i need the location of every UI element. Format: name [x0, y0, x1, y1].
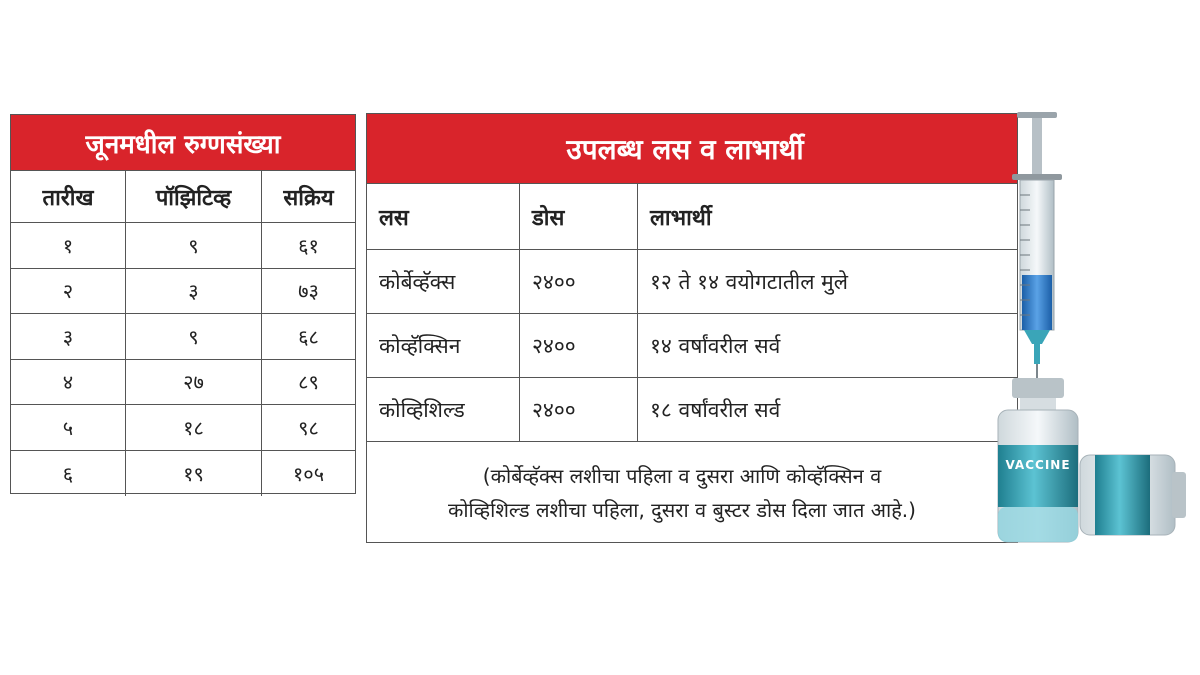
vaccine-note-line-2: कोव्हिशिल्ड लशीचा पहिला, दुसरा व बुस्टर डोस दिला जात आहे.): [448, 498, 916, 522]
vaccine-vial-lying-icon: [1080, 455, 1186, 535]
table-cell: १२ ते १४ वयोगटातील मुले: [638, 250, 1017, 314]
vial-label: VACCINE: [1005, 458, 1071, 472]
table-cell: ६: [11, 451, 126, 497]
cases-table-title: जूनमधील रुग्णसंख्या: [11, 115, 355, 171]
column-header-date: तारीख: [11, 171, 126, 223]
table-cell: ५: [11, 405, 126, 451]
table-cell: ७३: [262, 269, 355, 315]
table-cell: १८ वर्षांवरील सर्व: [638, 378, 1017, 442]
table-cell: कोर्बेव्हॅक्स: [367, 250, 520, 314]
table-cell: ३: [11, 314, 126, 360]
vaccine-table-grid: [367, 184, 1017, 442]
table-cell: २४००: [520, 378, 638, 442]
column-header-positive: पॉझिटिव्ह: [126, 171, 262, 223]
table-cell: ८९: [262, 360, 355, 406]
table-cell: २४००: [520, 314, 638, 378]
table-cell: ४: [11, 360, 126, 406]
syringe-icon: [1012, 112, 1062, 390]
vaccine-note: [367, 442, 1017, 544]
table-cell: १८: [126, 405, 262, 451]
column-header-active: सक्रिय: [262, 171, 355, 223]
table-cell: २: [11, 269, 126, 315]
column-header-vaccine: लस: [367, 184, 520, 250]
table-cell: २४००: [520, 250, 638, 314]
table-cell: ९: [126, 314, 262, 360]
vaccine-table: [366, 113, 1018, 543]
table-cell: १०५: [292, 461, 325, 486]
table-cell: ९: [126, 223, 262, 269]
table-cell: ६१: [262, 223, 355, 269]
table-cell: कोव्हिशिल्ड: [367, 378, 520, 442]
column-header-beneficiaries: लाभार्थी: [638, 184, 1017, 250]
table-cell: १: [11, 223, 126, 269]
cases-table: [10, 114, 356, 494]
table-cell: २७: [126, 360, 262, 406]
cases-table-grid: [11, 171, 355, 496]
column-header-dose: डोस: [520, 184, 638, 250]
table-cell: ६८: [262, 314, 355, 360]
vaccine-note-line-1: (कोर्बेव्हॅक्स लशीचा पहिला व दुसरा आणि कोव्हॅक्सिन व: [482, 464, 882, 488]
syringe-vial-illustration: [950, 100, 1190, 550]
table-cell: ९८: [262, 405, 355, 451]
table-cell: १९: [126, 451, 262, 497]
vaccine-table-title: उपलब्ध लस व लाभार्थी: [367, 114, 1017, 184]
table-cell: कोव्हॅक्सिन: [367, 314, 520, 378]
table-cell: १४ वर्षांवरील सर्व: [638, 314, 1017, 378]
table-cell: ३: [126, 269, 262, 315]
